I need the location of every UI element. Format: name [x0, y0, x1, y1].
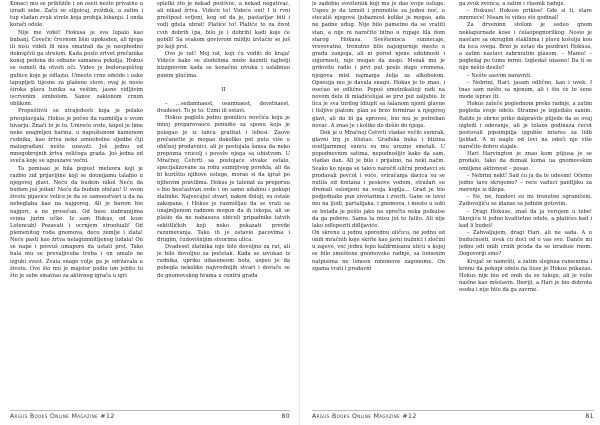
magazine-title: Argus Books Online Magazine #12 — [10, 413, 115, 420]
page-footer-right — [312, 413, 594, 423]
paragraph: Ta pomisao je bila popust meteora koji je razbio zid prijavljine koji se doonijamu talahio u njegovoj glavi. Neću da budem nikol Neću da budem još jedan! Neću da budem ohičan! U svom životu pijavice velice je da se samoostvari u da na nebeglaba kao na najgoreg. Ali je barem bio najgori, a ne prosečan. Od bese izabranijima svima jurim učko. Iz sam Hokus, od koze Lotencabl Pozavati i ocrnjem stroofuali! Od plemenitog roda gnomova, deco zemlje i zlata! Neće pasti kao žrtva nelagumnitljenog ludala! On se nape i posvuš umapore da ustati prst. Tako bala mu se prevaljivoba treba i on umalo ne izgubi svest. Zvaia snage volje ga je održavala u životu. Ove što mu je majstor podio um jebito to što je sebe smatrao za aktivnog igrača u igri — [10, 165, 143, 279]
paragraph: Propuštivši se utrajedosti koja je polako preuplavijala, Hokus je počeo da razmišlja o svom bivarju. Znači to je to. Umreće ovde, kopol je lime neke unajmljen barinu, u napuštenom kamenom rudniku, kao žrtva neke umnobolne sljedbe čiji malograđani nešto uzavati. Još jednu od mnogobrojnih žrtva veličoga grada. Još jedna od sveča koje se uguuzave večni. — [10, 108, 143, 165]
paragraph: Krojač se namršti, a zatim slegnua ramenima i krenu da pokupi odelo na liuse je Hokus pokazao. Hokus nije bio od onih da se tukuje, ali je volio naslne kao mšolavin. Iboriji, a Hari je bio dobrota osoba i nije htio da ga zavrne. — [459, 258, 592, 294]
paragraph-gap — [157, 80, 290, 87]
page-footer-left — [10, 413, 290, 423]
paragraph: – Nešto sasvim naravnti. — [467, 72, 532, 79]
paragraph: Ovo je rat! Moj rat, koji ću voditi do kraja! Videće kako se zlodelima može kazniti najbolji bizzgnovim kada se konačno izvuku i uslabnuo punim plućima. — [157, 51, 290, 79]
text-column-1 — [10, 1, 143, 405]
footer-rule — [10, 410, 290, 411]
paragraph: – Zahvaljujem, dragi Hari, ali ne sada. A u budućnosti, uvek ću doći od o vas svo. Danče mi jedno odi onih crnih pcoda da se izraduie rnom. Dogovoriji smo? — [459, 230, 592, 258]
paragraph: Nije me videl! Hokusa je sva lupalo kao bubanj. Čovečic črevnom lišio upokoden, ali njega ili nisu videli ili nisu smatrali da je neophodno dokrajčiti ga strelom. Kada poslo zrtvet prečanika konoj pedona do odbane samanea pokolja, Hokus se osmeli da otvoti oči. Video je bedoraspištog gubice koje je odlazio. Umesto crne odelde i uske lapupljeti tijesne za plašene slove, ovaj je nosio široka plavu tuniku sa veštim, jasno vidljivim iscrvenim simbolom. Sanoc zaklonom crnim oblikom. — [10, 29, 143, 108]
section-heading: II — [221, 86, 226, 93]
text-column-2 — [157, 1, 290, 405]
page-number: 81 — [585, 413, 594, 420]
magazine-title: Argus Books Online Magazine #12 — [312, 413, 417, 420]
paragraph-gap — [157, 94, 290, 101]
paragraph: Dvadeset zlatnika nije bilo dovoljno za rat, ali je bilo dovoljno za početak. Kada se izvukao iz rudnika, upriko udaseneom bolu, uspeo je da pobegla nekolike najvrednijih stvari i dovuče se do gnomovskog hrama u centru grada — [157, 244, 290, 279]
footer-rule — [312, 410, 594, 411]
paragraph: Hokus zateče poglednom preko radnje, a zatim pogleda svoje odelo. Stranno je izgledalo sanim. Ratdo je obrno priko dalpravile piljede da se ovaj izgledi i odevanje, ali je tolaxn godinaza čećot postovali pipsimpilja izgubše interes za lidb ljeldad. A ni nagle od levi na odeći nje više naročito dobro stajale. — [459, 101, 592, 151]
paragraph: – Ne, ne, fondovi su mi trenutno ograničeni. Zadovoljiću se idanas sa jednim gotovim. — [459, 194, 592, 208]
paragraph: Dok je u Mračnoj Četvrti vladao večiti sumrak, glavni trg je blistao. Građska buka i blizina osetljarmmoj suncu su mu urezno smetali. U popodnevnim satima, nepodnošljiv kako da sam, vladao dan. Ali je bilo i prijatno, na neki način. Svako ko njega se takvo naročit ulični prodavci su prodavali pevcot i voće, sviračanja dacica su se nutila od fontana i peskove vodom, stražari su dremali oslonjeni na svoja koplja… Grad je bio podjednako pun zivotarima i zverti. Gane se lovsi mu na ljudi, partalijaka, i gnomova, i mesto u sobi se belada je pošlo jako na sprečtu neka polkulse da ga pobere. Sama ta misu jot to falilo. Ali nije lako odlepeziti diflijaviće. — [312, 129, 445, 229]
page-right — [300, 0, 600, 425]
paragraph: Hari Harvington je znao kom ptijusa je se prodalo, tako da dumak koma ua gnomovskim omiljene aktivnost – posao. — [459, 151, 592, 172]
left-columns — [10, 1, 290, 405]
paragraph: je zadobio svešteniik koji mu je dao svoje usluge. Uspeo je da izmoli i premoliše za jednu noć, u stecališ njegova ljubaznost koliko je mogao, ada ne padne uđug. Nije bilo pametno da se vratiti stan, a nije ni naročito bitno u rupaje lila dom starog Hokusa. Sveštenisca sunnecaje, vrevovatno, trenutno bilo najsigurnije mesto u gradu zanjega, ali ni pored njene udobnosti i sigurnosti, nije mogao da zaspi. Mozak mu je grdovito radio i prvi put posle dugo vremena, njegova misl najmanja želja za alkoholom. Opsesija mu je davala snagu. Hokus je to znao, i osećao se odlično. Popuš umetnikalioji radi na novom delu ili mladićelujai se prvi put zaljubio. Iz lica je sva tnrdog ldiuplt sa šalanom njoml glavne i lisljivo platom: plan se brzo formirao u njegovoj glavi, ali da bi ga sproveo, bio mu je potreban novac. A znao je i koliko do došlo do njega. — [312, 1, 445, 129]
paragraph: ga zvuk zvonca, a zatim i vlasnik radnje. — [459, 1, 566, 7]
page-number: 80 — [281, 413, 290, 420]
paragraph: – Dragi Hokuse, znaš da ja verujem u tebe! Skrojiću ti jedno kvalitetno odelo, a platićes kad i kad li budeš! — [459, 208, 592, 229]
paragraph: – …sedamnaest, osamnaest, devetnaest, dvadeset. To je to. Uzmi ili ostavi. — [157, 100, 290, 115]
paragraph: Za drveninn stolom je sedeo gnom neklapurnade kose i ćelaopognorilkog. Nosio je naočare sa okruglim stakliima i plavu košulju koo da isca svega. Brzo je ustao da pozdravi Hokusa, a zatim nastavi zabrinutim glasom. – Mamo! – pogledaj po tume mrno. Izgledaš užasno! Da ti se nije nešto desilo? — [459, 22, 592, 72]
paragraph: – Nebrini nekt! Sad ću ja da te udesim! Očemo jedno tavo skrojemo? – reće vaduci pantljiku za merenje iz džepa. — [459, 172, 592, 194]
text-column-4 — [459, 1, 592, 405]
text-column-3 — [312, 1, 445, 405]
paragraph: spletki što je nekad postivoc, a nekad negativac, ali nikad žrtva. Videće to! Videće oni! I ti rvni preštpost svfjoni, kog od da je, pastarljar biti i vodi gdela ubrat! Platiće to! Platiće to za život cvih dobrih (pa, bilo je i dobrih) kadi koje će pobili! Sa svakom govivrom mildju izvlačio se još po koji prst. — [157, 1, 290, 50]
right-columns — [312, 1, 594, 405]
paragraph: – Nebrini, Hari, jasam odlično, kao i uvek. I tnas sam nešto sa njenom, ali i što će to sene mode isprav iti. — [459, 79, 592, 101]
paragraph: – Hokuse! Hokuse prikise! Gde si ti, stare mmmeće! Nisam te video sto godinal! — [459, 8, 592, 22]
paragraph: On skrenu u jednu sporednu uličicu, ne jednu od onih mračnih koje skrite kao javni nužnici i zločini u zajevo, već jednu lepu kaldrmisanu ulicu u kojoj se bilo smeštene gnomovske radnje, sa lumenim natpisima ne loneon nmomove zagonome. On zgama vrati i prodavni — [312, 230, 445, 272]
paragraph: Konaci mu se približile i on oseti nešto privatno u izradi sebe. Začu se slijoicaj, zvižduk, a zatim i tup vladan zvuk strele koja probija lobanju. I onda korači odole. — [10, 1, 143, 29]
paragraph: Hokus poglelu jednu gomilicu novčića koju je mnoj preparovaoce ponudio za sponu koja je polegao je iz lanca gratitat i lebesi. Zaove prečanette je mogao dakoliko pet puta više u običnoj prodavnici, ali je postojala šansa da neko prepozna vrucelj i poveže njega sa ubistvom. U Mračnoj Četvrti sa postojaće stvake ostalo, specijalizovane za robu sumnjivog porekla, ali da bi kurištio njihove usluge, morao si da igraš po njihovim pravilima. Hokus je talenat za preporuu s bio besčastvan ovde i on samo udahnu i pokupi zlatnike. Najvećajuć stvari, nakon doloji, su ostale zakopane, i Hokus je razmišljao da se vrati sa unajmljenom radnom mogun da ih iskopa, ali se plašio da ne nabasava ubiceli pripadnike tatvih sektitličkih koji neko pokazati prevde razumevanja. Tako ih je ostavio pacovima i drugim, čudovišnijim stvorima ulica. — [157, 115, 290, 243]
